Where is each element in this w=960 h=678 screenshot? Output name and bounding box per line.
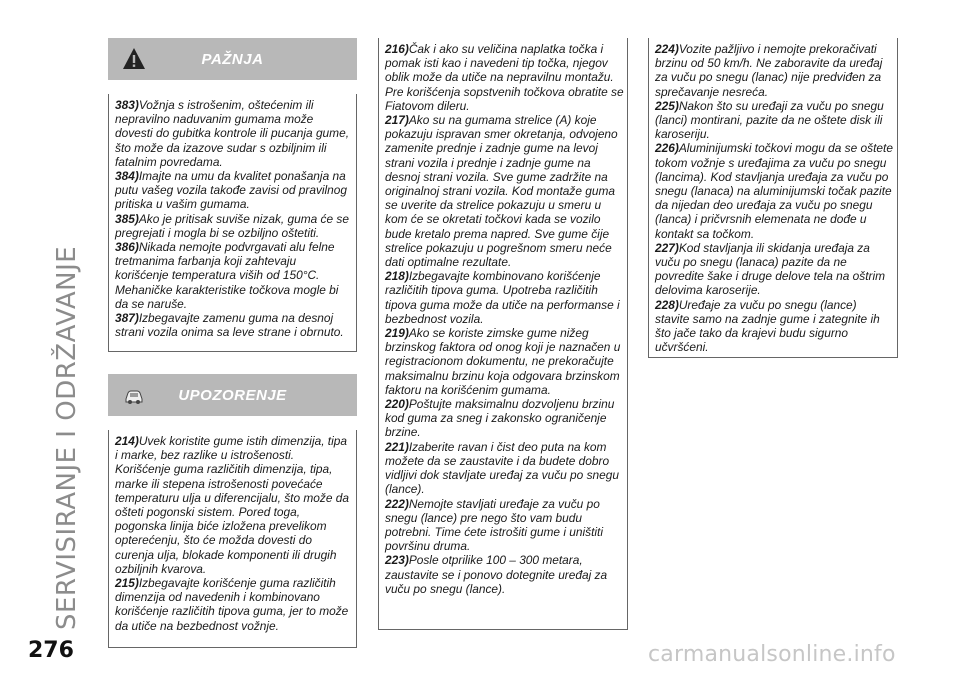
list-item: 383)Vožnja s istrošenim, oštećenim ili nepravilno naduvanim gumama može dovesti do gubitka kontrole ili pucanja gume, što može da izazove sudar s ozbiljnim ili fatalnim povredama.: [115, 98, 349, 169]
page-number: 276: [28, 638, 74, 663]
column-left: [108, 38, 357, 648]
section-title-vertical: SERVISIRANJE I ODRŽAVANJE: [52, 245, 82, 630]
caution-box: [108, 430, 357, 648]
list-item: 384)Imajte na umu da kvalitet ponašanja na putu vašeg vozila takođe zavisi od pravilnog pritiska u vašim gumama.: [115, 169, 348, 212]
warning-title: PAŽNJA: [201, 50, 264, 68]
list-item: 220)Poštujte maksimalnu dozvoljenu brzinu kod guma za sneg i zakonsko ograničenje brzine.: [385, 397, 615, 440]
car-caution-icon: [122, 383, 146, 407]
warning-header: [108, 38, 357, 80]
list-item: 222)Nemojte stavljati uređaje za vuču po snegu (lance) pre nego što vam budu potrebni. Time ćete istrošiti gume i uništiti površinu druma.: [385, 496, 603, 554]
warning-box: [108, 94, 357, 352]
list-item: 223)Posle otprilike 100 – 300 metara, zaustavite se i ponovo dotegnite uređaj za vuču po snegu (lance).: [385, 553, 608, 596]
caution-header: [108, 374, 357, 416]
column-middle: [378, 38, 628, 630]
list-item: 214)Uvek koristite gume istih dimenzija, tipa i marke, bez razlike u istrošenosti. Korišćenje guma različitih dimenzija, tipa, marke ili stepena istrošenosti povećaće temperaturu ulja u diferencijalu, što može da ošteti pogonski sistem. Pored toga, pogonska linija biće izložena prevelikom opterećenju, što će možda dovesti do curenja ulja, blokade komponenti ili drugih ozbiljnih kvarova.: [115, 434, 349, 576]
list-item: 221)Izaberite ravan i čist deo puta na kom možete da se zaustavite i da budete dobro vidljivi dok stavljate uređaj za vuču po snegu (lance).: [385, 439, 619, 497]
list-item: 386)Nikada nemojte podvrgavati alu felne tretmanima farbanja koji zahtevaju korišćenje temperatura viših od 150°C. Mehaničke karakteristike točkova mogle bi da se naruše.: [115, 240, 339, 311]
list-item: 228)Uređaje za vuču po snegu (lance) stavite samo na zadnje gume i zategnite ih što jače tako da krajevi budu sigurno učvršćeni.: [655, 297, 880, 355]
list-item: 216)Čak i ako su veličina naplatka točka i pomak isti kao i navedeni tip točka, njegov oblik može da utiče na nepravilnu montažu. Pre korišćenja sopstvenih točkova obratite se Fiatovom dileru.: [385, 42, 624, 113]
list-item: 215)Izbegavajte korišćenje guma različitih dimenzija od navedenih i kombinovano korišćenje različitih tipova guma, jer to može da utiče na bezbednost vožnje.: [115, 576, 349, 633]
warning-triangle-icon: [122, 47, 146, 71]
list-item: 226)Aluminijumski točkovi mogu da se oštete tokom vožnje s uređajima za vuču po snegu (lancima). Kod stavljanja uređaja za vuču po snegu (lanaca) na aluminijumski točak pazite da nijedan deo uređaja za vuču po snegu (lanca) i pričvrsnih elemenata ne dođe u kontakt sa točkom.: [655, 141, 893, 241]
list-item: 224)Vozite pažljivo i nemojte prekoračivati brzinu od 50 km/h. Ne zaboravite da uređaj za vuču po snegu (lanac) nije predviđen za sprečavanje nesreća.: [655, 42, 883, 99]
list-item: 217)Ako su na gumama strelice (A) koje pokazuju ispravan smer okretanja, odvojeno zamenite prednje i zadnje gume na levoj strani vozila i prednje i zadnje gume na desnoj strani vozila. Sve gume zadržite na originalnoj strani vozila. Kod montaže guma se uverite da strelice pokazuju u smeru u kom će se okretati točkovi kada se vozilo bude kretalo prema napred. Sve gume čije strelice pokazuju u pogrešnom smeru neće dati optimalne rezultate.: [385, 113, 618, 270]
list-item: 225)Nakon što su uređaji za vuču po snegu (lanci) montirani, pazite da ne oštete disk ili karoseriju.: [655, 98, 884, 142]
list-item: 218)Izbegavajte kombinovano korišćenje različitih tipova guma. Upotreba različitih tipova guma može da utiče na performanse i bezbednost vozila.: [385, 269, 620, 326]
list-item: 385)Ako je pritisak suviše nizak, guma će se pregrejati i mogla bi se ozbiljno oštetiti.: [115, 211, 349, 240]
column-right: [648, 38, 898, 358]
list-item: 387)Izbegavajte zamenu guma na desnoj strani vozila onima sa leve strane i obrnuto.: [115, 311, 344, 340]
list-item: 219)Ako se koriste zimske gume nižeg brzinskog faktora od onog koji je naznačen u registracionom dokumentu, ne prekoračujte maksimalnu brzinu koja odgovara brzinskom faktoru na korišćenim gumama.: [385, 326, 621, 397]
list-item: 227)Kod stavljanja ili skidanja uređaja za vuču po snegu (lanaca) pazite da ne povredite šake i druge delove tela na oštrim delovima karoserije.: [655, 240, 886, 298]
watermark: carmanualsonline.info: [648, 642, 896, 667]
caution-title: UPOZORENJE: [178, 386, 287, 404]
